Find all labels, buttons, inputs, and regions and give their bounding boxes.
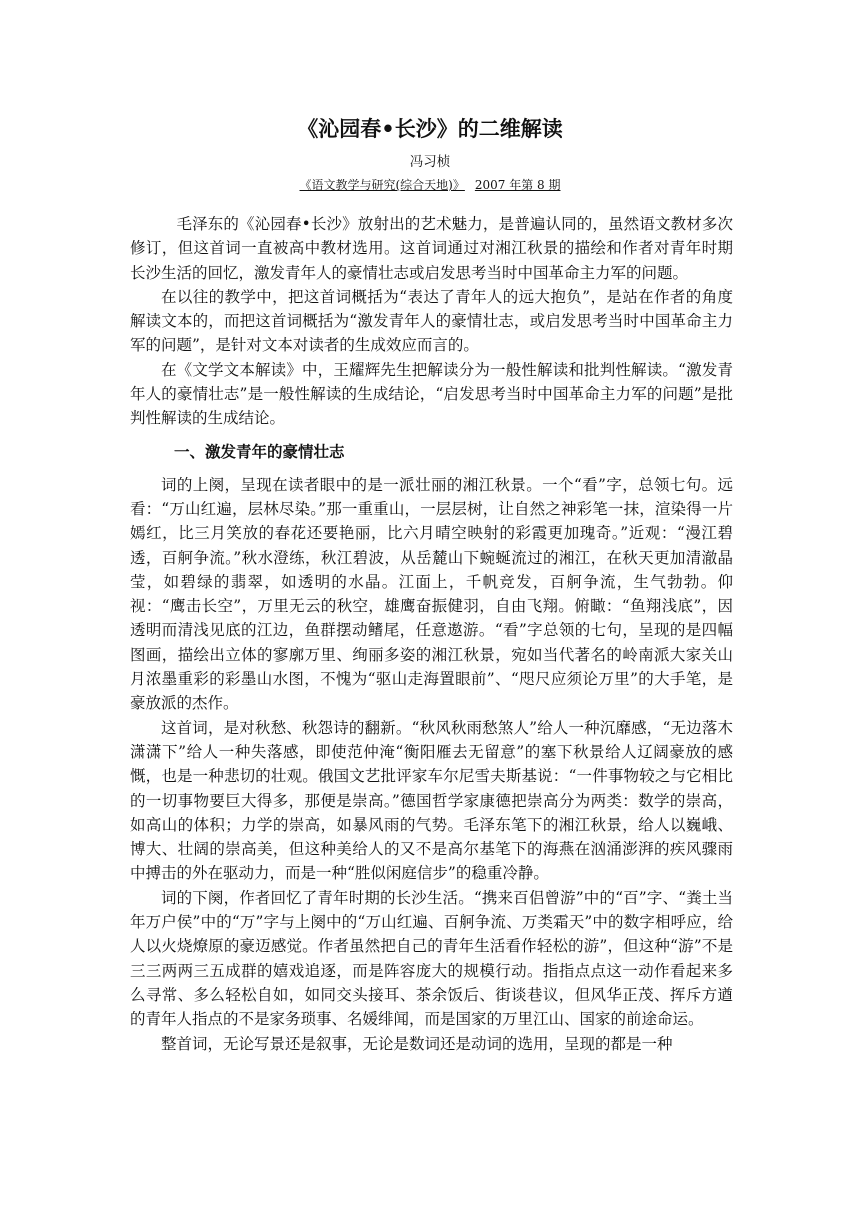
section-heading: 一、激发青年的豪情壮志 [174, 442, 345, 461]
intro-paragraph: 毛泽东的《沁园春•长沙》放射出的艺术魅力，是普遍认同的，虽然语文教材多次修订，但这首词一直被高中教材选用。这首词通过对湘江秋景的描绘和作者对青年时期长沙生活的回忆，激发青年人的豪情壮志或启发思考当时中国革命主力军的问题。 [130, 215, 733, 282]
source-publication: 《语文教学与研究(综合天地)》 [299, 178, 465, 192]
body-paragraph: 整首词，无论写景还是叙事，无论是数词还是动词的选用，呈现的都是一种 [161, 1034, 673, 1053]
intro-paragraph: 在以往的教学中，把这首词概括为“表达了青年人的远大抱负”，是站在作者的角度解读文本的，而把这首词概括为“激发青年人的豪情壮志，或启发思考当时中国革命主力军的问题”，是针对文本对读者的生成效应而言的。 [130, 287, 733, 355]
document-title: 《沁园春•长沙》的二维解读 [297, 117, 563, 141]
source-citation [0, 177, 860, 193]
intro-paragraph: 在《文学文本解读》中，王耀辉先生把解读分为一般性解读和批判性解读。“激发青年人的豪情壮志”是一般性解读的生成结论，“启发思考当时中国革命主力军的问题”是批判性解读的生成结论。 [130, 360, 733, 428]
body-paragraph: 这首词，是对秋愁、秋怨诗的翻新。“秋风秋雨愁煞人”给人一种沉靡感，“无边落木潇潇下”给人一种失落感，即使范仲淹“衡阳雁去无留意”的塞下秋景给人辽阔豪放的感慨，也是一种悲切的壮观。俄国文艺批评家车尔尼雪夫斯基说：“一件事物较之与它相比的一切事物要巨大得多，那便是崇高。”德国哲学家康德把崇高分为两类：数学的崇高，如高山的体积；力学的崇高，如暴风雨的气势。毛泽东笔下的湘江秋景，给人以巍峨、博大、壮阔的崇高美，但这种美给人的又不是高尔基笔下的海燕在汹涌澎湃的疾风骤雨中搏击的外在驱动力，而是一种“胜似闲庭信步”的稳重冷静。 [130, 718, 733, 883]
author-name: 冯习桢 [409, 154, 451, 170]
source-issue: 2007 年第 8 期 [474, 178, 561, 192]
body-paragraph: 词的下阕，作者回忆了青年时期的长沙生活。“携来百侣曾游”中的“百”字、“粪土当年万户侯”中的“万”字与上阕中的“万山红遍、百舸争流、万类霜天”中的数字相呼应，给人以火烧燎原的豪迈感觉。作者虽然把自己的青年生活看作轻松的游”，但这种“游”不是三三两两三五成群的嬉戏追逐，而是阵容庞大的规模行动。指指点点这一动作看起来多么寻常、多么轻松自如，如同交头接耳、茶余饭后、街谈巷议，但风华正茂、挥斥方遒的青年人指点的不是家务琐事、名媛绯闻，而是国家的万里江山、国家的前途命运。 [130, 888, 733, 1029]
article-body [130, 212, 733, 1056]
body-paragraph: 词的上阕，呈现在读者眼中的是一派壮丽的湘江秋景。一个“看”字，总领七句。远看：“万山红遍，层林尽染。”那一重重山，一层层树，让自然之神彩笔一抹，渲染得一片嫣红，比三月笑放的春花还要艳丽，比六月晴空映射的彩霞更加瑰奇。”近观：“漫江碧透，百舸争流。”秋水澄练，秋江碧波，从岳麓山下蜿蜒流过的湘江，在秋天更加清澈晶莹，如碧绿的翡翠，如透明的水晶。江面上，千帆竞发，百舸争流，生气勃勃。仰视：“鹰击长空”，万里无云的秋空，雄鹰奋振健羽，自由飞翔。俯瞰：“鱼翔浅底”，因透明而清浅见底的江边，鱼群摆动鳍尾，任意遨游。“看”字总领的七句，呈现的是四幅图画，描绘出立体的寥廓万里、绚丽多姿的湘江秋景，宛如当代著名的岭南派大家关山月浓墨重彩的彩墨山水图，不愧为“驱山走海置眼前”、“咫尺应须论万里”的大手笔，是豪放派的杰作。 [130, 475, 733, 713]
